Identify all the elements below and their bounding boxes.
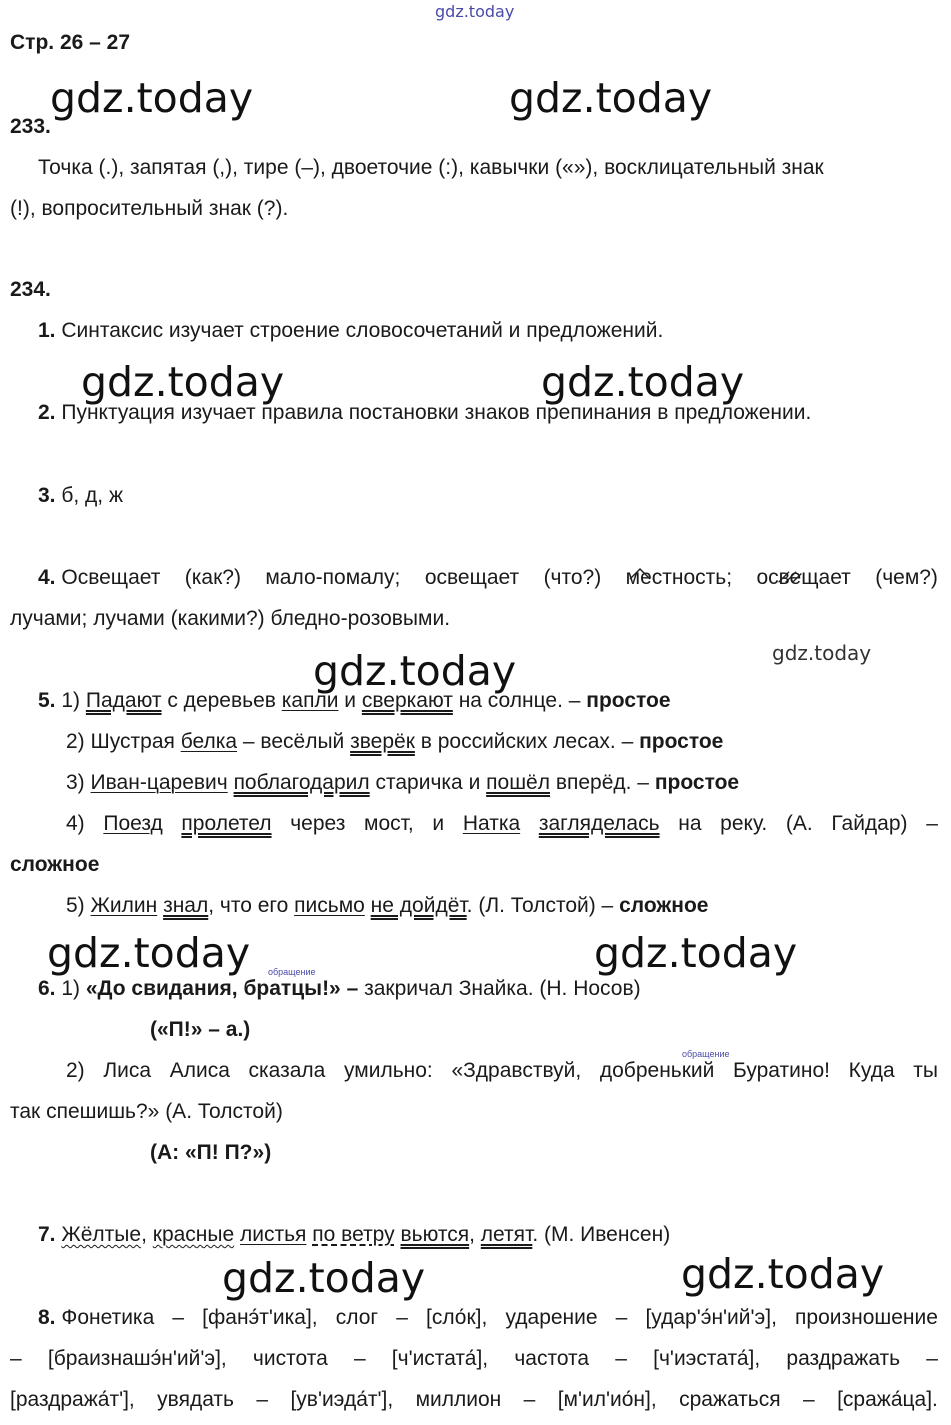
exercise-233-line2: (!), вопросительный знак (?). xyxy=(10,197,289,220)
page-title: Стр. 26 – 27 xyxy=(10,31,131,54)
watermark: gdz.today xyxy=(81,358,285,406)
item-6-scheme2: (А: «П! П?») xyxy=(150,1141,272,1164)
watermark: gdz.today xyxy=(313,647,517,695)
note-address: обращение xyxy=(268,967,316,977)
item-6-scheme1: («П!» – а.) xyxy=(150,1018,251,1041)
watermark: gdz.today xyxy=(594,929,798,977)
exercise-233-number: 233. xyxy=(10,115,51,138)
watermark: gdz.today xyxy=(541,358,745,406)
note-address: обращение xyxy=(682,1049,730,1059)
item-1: 1. Синтаксис изучает строение словосочетаний и предложений. xyxy=(38,319,664,342)
item-7: 7. Жёлтые, красные листья по ветру вьются, летят. (М. Ивенсен) xyxy=(38,1223,671,1246)
item-5-s5: 5) Жилин знал, что его письмо не дойдёт. (Л. Толстой) – сложное xyxy=(66,894,709,917)
strike-mark xyxy=(628,567,652,581)
item-5-s4-tail: сложное xyxy=(10,853,100,876)
watermark: gdz.today xyxy=(509,74,713,122)
item-2: 2. Пунктуация изучает правила постановки знаков препинания в предложении. xyxy=(38,401,812,424)
exercise-233-line1: Точка (.), запятая (,), тире (–), двоеточие (:), кавычки («»), восклицательный знак xyxy=(38,156,824,179)
item-4-line2: лучами; лучами (какими?) бледно-розовыми. xyxy=(10,607,451,630)
item-8-line3: [раздража́т'], увядать – [ув'иэда́т'], миллион – [м'ил'ио́н], сражаться – [сража́ца]. xyxy=(10,1388,938,1411)
item-5-s2: 2) Шустрая белка – весёлый зверёк в российских лесах. – простое xyxy=(66,730,724,753)
watermark: gdz.today xyxy=(222,1254,426,1302)
watermark: gdz.today xyxy=(50,74,254,122)
item-4-line1: 4. Освещает (как?) мало-помалу; освещает (что?) местность; освещает (чем?) xyxy=(38,566,938,589)
item-3: 3. б, д, ж xyxy=(38,484,124,507)
exercise-234-number: 234. xyxy=(10,278,51,301)
watermark: gdz.today xyxy=(47,929,251,977)
watermark: gdz.today xyxy=(681,1250,885,1298)
top-watermark: gdz.today xyxy=(435,2,515,21)
watermark-small: gdz.today xyxy=(772,641,872,665)
item-6-s2: 2) Лиса Алиса сказала умильно: «Здравствуй, добренький Буратино! Куда ты xyxy=(66,1059,938,1082)
item-5-s3: 3) Иван-царевич поблагодарил старичка и пошёл вперёд. – простое xyxy=(66,771,740,794)
item-6-s2-line2: так спешишь?» (А. Толстой) xyxy=(10,1100,283,1123)
item-8-line1: 8. Фонетика – [фанэ́т'ика], слог – [сло́к], ударение – [удар'э́н'ий'э], произношение xyxy=(38,1306,938,1329)
item-5-s1: 5. 1) Падают с деревьев капли и сверкают на солнце. – простое xyxy=(38,689,671,712)
strike-mark xyxy=(775,570,805,584)
item-5-s4: 4) Поезд пролетел через мост, и Натка загляделась на реку. (А. Гайдар) – xyxy=(66,812,938,835)
item-6-s1: 6. 1) «До свидания, братцы!» – закричал Знайка. (Н. Носов) xyxy=(38,977,641,1000)
item-8-line2: – [браизнашэ́н'ий'э], чистота – [ч'истата́], частота – [ч'иэстата́], раздражать – xyxy=(10,1347,938,1370)
